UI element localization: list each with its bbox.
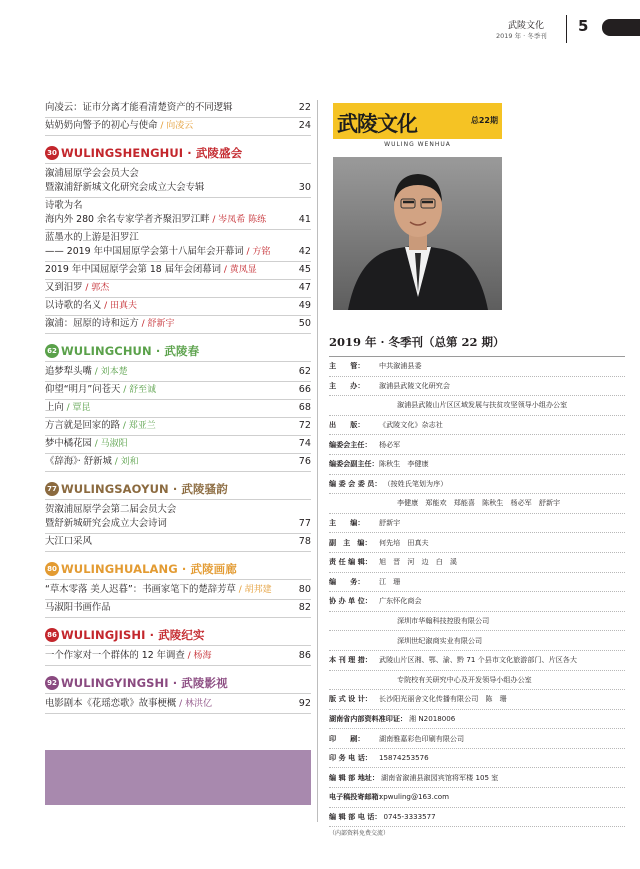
masthead-value: 旭 晋 河 边 白 溪 xyxy=(379,557,458,567)
masthead-value[interactable]: xpwuling@163.com xyxy=(379,792,449,802)
toc-entry-line: 马淑阳书画作品 xyxy=(45,602,111,613)
toc-entry-title xyxy=(45,649,287,663)
toc-entry-title xyxy=(45,419,287,433)
toc-entry[interactable] xyxy=(45,648,311,666)
masthead-row xyxy=(329,533,625,553)
toc-entry-title xyxy=(45,455,287,469)
masthead-row xyxy=(329,788,625,808)
masthead-row xyxy=(329,377,625,397)
section-title: WULINGCHUN · 武陵春 xyxy=(61,344,200,358)
toc-entry-title xyxy=(45,281,287,295)
toc-entry-page: 66 xyxy=(298,384,311,395)
toc-entry-page: 76 xyxy=(298,456,311,467)
masthead-row xyxy=(329,573,625,593)
toc-entry-title xyxy=(45,365,287,379)
section-header[interactable] xyxy=(45,479,311,500)
toc-entry-line: 又到汨罗 xyxy=(45,282,83,293)
masthead-label: 电子稿投寄邮箱： xyxy=(329,792,386,802)
masthead-label: 湖南省内部资料准印证： xyxy=(329,713,408,723)
toc-entry-author: 郭杰 xyxy=(91,283,110,293)
toc-entry-title xyxy=(45,697,287,711)
toc-entry-line: 诗歌为名 xyxy=(45,200,83,211)
masthead-value: 专院校有关研究中心及开发领导小组办公室 xyxy=(397,674,532,684)
toc-entry-line: 姑奶奶向警予的初心与使命 xyxy=(45,120,158,131)
toc-entry-author: 舒至诚 xyxy=(129,385,157,395)
masthead-label: 主 编： xyxy=(329,518,365,528)
toc-entry-author: 杨海 xyxy=(193,651,212,661)
author-separator: / xyxy=(82,283,92,293)
masthead-value: 15874253576 xyxy=(379,753,429,763)
section-header[interactable] xyxy=(45,673,311,694)
author-separator: / xyxy=(209,215,219,225)
section-header[interactable] xyxy=(45,143,311,164)
toc-entry[interactable] xyxy=(45,198,311,230)
masthead-label: 协 办 单 位： xyxy=(329,596,372,606)
masthead-row xyxy=(329,396,625,416)
toc-entry-title xyxy=(45,601,287,615)
author-separator: / xyxy=(120,385,130,395)
toc-entry-title xyxy=(45,317,287,331)
toc-entry[interactable] xyxy=(45,364,311,382)
masthead-row xyxy=(329,651,625,671)
masthead-row xyxy=(329,416,625,436)
toc-entry-line: 贺溆浦屈原学会第二届会员大会 xyxy=(45,504,177,515)
header-tab xyxy=(602,19,640,36)
toc-entry-line: 上向 xyxy=(45,402,64,413)
masthead-row xyxy=(329,514,625,534)
cover-portrait-photo xyxy=(333,157,502,310)
author-separator: / xyxy=(111,457,121,467)
toc-entry-author: 刘本楚 xyxy=(100,367,128,377)
toc-entry-title xyxy=(45,199,287,227)
section-header[interactable] xyxy=(45,625,311,646)
masthead-value: 中共溆浦县委 xyxy=(379,361,422,371)
toc-entry-line: 溆浦屈原学会会员大会 xyxy=(45,168,139,179)
toc-entry-line: 以诗歌的名义 xyxy=(45,300,102,311)
toc-entry-line: 海内外 280 余名专家学者齐聚汨罗江畔 xyxy=(45,214,210,225)
toc-entry[interactable] xyxy=(45,534,311,552)
toc-entry[interactable] xyxy=(45,118,311,136)
masthead-value: 陈秋生 李健康 xyxy=(379,459,429,469)
toc-entry-page: 45 xyxy=(298,264,311,275)
toc-entry-author: 方铭 xyxy=(252,247,271,257)
toc-entry-line: 《辞海》· 舒新城 xyxy=(45,456,112,467)
masthead-row xyxy=(329,690,625,710)
masthead-row xyxy=(329,494,625,514)
column-divider xyxy=(317,100,318,822)
toc-entry-title xyxy=(45,263,287,277)
masthead-value: 杨必军 xyxy=(379,439,401,449)
cover-issue: 总22期 xyxy=(470,116,498,125)
author-separator: / xyxy=(63,403,73,413)
masthead-row xyxy=(329,553,625,573)
masthead-label: 主 办： xyxy=(329,380,365,390)
toc-entry-page: 86 xyxy=(298,650,311,661)
section-page-badge: 86 xyxy=(45,628,59,642)
toc-entry-author: 田真夫 xyxy=(110,301,138,311)
toc-entry[interactable] xyxy=(45,100,311,118)
toc-entry-author: 刘和 xyxy=(120,457,139,467)
author-separator: / xyxy=(91,367,101,377)
toc-entry-page: 74 xyxy=(298,438,311,449)
masthead-value: 湘 N2018006 xyxy=(409,713,456,723)
toc-entry-line: 溆浦：屈原的诗和远方 xyxy=(45,318,139,329)
toc-entry-line: 追梦犁头嘴 xyxy=(45,366,92,377)
masthead-value: 湖南雅嘉彩色印刷有限公司 xyxy=(379,733,465,743)
masthead-value: 武陵山片区湘、鄂、渝、黔 71 个县市文化旅游部门、片区各大 xyxy=(379,655,577,665)
masthead-value: 舒新宇 xyxy=(379,518,401,528)
author-separator: / xyxy=(101,301,111,311)
toc-entry-title xyxy=(45,299,287,313)
masthead-label: 编 务： xyxy=(329,576,365,586)
toc-entry-author: 岑凤希 陈练 xyxy=(218,215,267,225)
toc-entry-title xyxy=(45,503,287,531)
masthead-label: 印 刷： xyxy=(329,733,365,743)
masthead-value: 长沙阳光丽舍文化传播有限公司 陈 珊 xyxy=(379,694,507,704)
toc-entry-title xyxy=(45,535,287,549)
section-page-badge: 80 xyxy=(45,562,59,576)
toc-entry-line: 梦中橘花园 xyxy=(45,438,92,449)
toc-entry-page: 42 xyxy=(298,246,311,257)
author-separator: / xyxy=(243,247,253,257)
toc-entry-line: 暨舒新城研究会成立大会诗词 xyxy=(45,518,167,529)
masthead-label: 出 版： xyxy=(329,420,365,430)
toc-entry-author: 覃昆 xyxy=(72,403,91,413)
section-page-badge: 62 xyxy=(45,344,59,358)
toc-entry-title xyxy=(45,401,287,415)
toc-entry-title xyxy=(45,101,287,115)
toc-entry-page: 30 xyxy=(298,182,311,193)
masthead-row xyxy=(329,729,625,749)
author-separator: / xyxy=(220,265,230,275)
header-issue-label: 2019 年 · 冬季刊 xyxy=(496,32,547,40)
masthead-label: 编 委 会 委 员： xyxy=(329,478,382,488)
author-separator: / xyxy=(235,585,245,595)
toc-entry[interactable] xyxy=(45,166,311,198)
cover-logo: 武陵文化 xyxy=(337,111,417,136)
toc-entry-author: 胡邦建 xyxy=(244,585,272,595)
toc-entry-author: 林洪亿 xyxy=(185,699,213,709)
toc-entry[interactable] xyxy=(45,418,311,436)
masthead-row xyxy=(329,357,625,377)
author-separator: / xyxy=(91,439,101,449)
toc-entry[interactable] xyxy=(45,280,311,298)
toc-entry[interactable] xyxy=(45,436,311,454)
masthead-label: 编委会副主任： xyxy=(329,459,379,469)
masthead-label: 主 管： xyxy=(329,361,365,371)
toc-entry[interactable] xyxy=(45,502,311,534)
toc-entry-line: 暨溆浦舒新城文化研究会成立大会专辑 xyxy=(45,182,205,193)
page-number: 5 xyxy=(578,17,589,35)
masthead-label: 印 务 电 话： xyxy=(329,753,372,763)
toc-entry[interactable] xyxy=(45,600,311,618)
masthead-value: 深圳市华翰科技控股有限公司 xyxy=(397,616,490,626)
author-separator: / xyxy=(120,421,129,431)
toc-entry-line: 2019 年中国屈原学会第 18 届年会闭幕词 xyxy=(45,264,221,275)
masthead-value: 溆浦县武陵文化研究会 xyxy=(379,380,450,390)
masthead-row xyxy=(329,808,625,828)
toc-entry-line: 一个作家对一个群体的 12 年调查 xyxy=(45,650,185,661)
masthead-row xyxy=(329,592,625,612)
masthead-label: 本 刊 理 措： xyxy=(329,655,372,665)
toc-entry-title xyxy=(45,119,287,133)
toc-entry-page: 68 xyxy=(298,402,311,413)
masthead-value: 《武陵文化》杂志社 xyxy=(379,420,443,430)
masthead-row xyxy=(329,710,625,730)
toc-entry-author: 郑亚兰 xyxy=(128,421,156,431)
masthead-row xyxy=(329,631,625,651)
masthead-label: 编 辑 部 电 话： xyxy=(329,811,382,821)
masthead-row xyxy=(329,435,625,455)
toc-entry-title xyxy=(45,231,287,259)
masthead-value: 溆浦县武陵山片区区域发展与扶贫攻坚领导小组办公室 xyxy=(397,400,568,410)
masthead-row xyxy=(329,749,625,769)
toc-entry-page: 49 xyxy=(298,300,311,311)
cover-thumbnail[interactable] xyxy=(333,103,502,310)
toc-entry[interactable] xyxy=(45,316,311,334)
toc-entry-author: 黄凤显 xyxy=(229,265,257,275)
toc-entry-page: 80 xyxy=(298,584,311,595)
toc-entry-line: —— 2019 年中国屈原学会第十八届年会开幕词 xyxy=(45,246,244,257)
toc-entry[interactable] xyxy=(45,298,311,316)
toc-entry-title xyxy=(45,167,287,195)
section-page-badge: 92 xyxy=(45,676,59,690)
masthead-row xyxy=(329,671,625,691)
toc-entry-author: 马淑阳 xyxy=(100,439,128,449)
toc-entry[interactable] xyxy=(45,454,311,472)
masthead-value: 0745-3333577 xyxy=(383,811,436,821)
author-separator: / xyxy=(184,651,194,661)
masthead-value: 李健康 郑能欢 郑能喜 陈秋生 杨必军 舒新宇 xyxy=(397,498,561,508)
masthead-row xyxy=(329,768,625,788)
masthead-label: 副 主 编： xyxy=(329,537,372,547)
toc-entry[interactable] xyxy=(45,230,311,262)
section-page-badge: 77 xyxy=(45,482,59,496)
author-separator: / xyxy=(138,319,148,329)
toc-entry-page: 47 xyxy=(298,282,311,293)
section-title: WULINGHUALANG · 武陵画廊 xyxy=(61,562,237,576)
toc-entry[interactable] xyxy=(45,696,311,714)
masthead-value: 何先培 田真夫 xyxy=(379,537,429,547)
masthead-value: 广东怀化商会 xyxy=(379,596,422,606)
decorative-color-block xyxy=(45,750,311,805)
toc-entry-title xyxy=(45,583,287,597)
header-divider xyxy=(566,15,567,43)
section-title: WULINGJISHI · 武陵纪实 xyxy=(61,628,205,642)
header-magazine-name: 武陵文化 xyxy=(508,21,545,31)
section-page-badge: 30 xyxy=(45,146,59,160)
masthead-label: 责 任 编 辑： xyxy=(329,557,372,567)
section-header[interactable] xyxy=(45,559,311,580)
masthead xyxy=(329,334,625,837)
masthead-label: 编 辑 部 地址： xyxy=(329,772,379,782)
toc-entry-author: 向凌云 xyxy=(166,121,194,131)
masthead-row xyxy=(329,475,625,495)
table-of-contents xyxy=(45,100,311,714)
masthead-value: 深圳世纪溆商实业有限公司 xyxy=(397,635,483,645)
toc-entry-line: 仰望“明月”问苍天 xyxy=(45,384,121,395)
section-title: WULINGSHENGHUI · 武陵盛会 xyxy=(61,146,243,160)
masthead-note: （内部资料免费交流） xyxy=(329,830,390,838)
toc-entry[interactable] xyxy=(45,382,311,400)
section-title: WULINGSAOYUN · 武陵骚韵 xyxy=(61,482,228,496)
toc-entry[interactable] xyxy=(45,582,311,600)
author-separator: / xyxy=(157,121,167,131)
masthead-label: 版 式 设 计： xyxy=(329,694,372,704)
toc-entry-page: 22 xyxy=(298,102,311,113)
section-title: WULINGYINGSHI · 武陵影视 xyxy=(61,676,228,690)
toc-entry-line: 大江口采风 xyxy=(45,536,92,547)
masthead-rows xyxy=(329,357,625,827)
masthead-title: 2019 年 · 冬季刊（总第 22 期） xyxy=(329,334,625,357)
toc-entry-page: 92 xyxy=(298,698,311,709)
toc-entry-page: 41 xyxy=(298,214,311,225)
toc-entry-title xyxy=(45,437,287,451)
toc-entry-page: 50 xyxy=(298,318,311,329)
masthead-value: 湖南省溆浦县溆园宾馆将军楼 105 室 xyxy=(380,772,499,782)
toc-entry[interactable] xyxy=(45,400,311,418)
toc-entry-page: 72 xyxy=(298,420,311,431)
toc-entry-page: 77 xyxy=(298,518,311,529)
masthead-value: （按姓氏笔划为序） xyxy=(383,478,448,488)
toc-entry-line: 电影剧本《花瑶恋歌》故事梗概 xyxy=(45,698,177,709)
masthead-row xyxy=(329,455,625,475)
toc-entry-line: 蓝墨水的上游是汨罗江 xyxy=(45,232,139,243)
masthead-label: 编委会主任： xyxy=(329,439,372,449)
toc-entry-line: “草木零落 美人迟暮”：书画家笔下的楚辞芳草 xyxy=(45,584,236,595)
cover-english-title: WULING WENHUA xyxy=(384,141,451,148)
toc-entry-page: 24 xyxy=(298,120,311,131)
toc-entry-page: 82 xyxy=(298,602,311,613)
toc-entry-title xyxy=(45,383,287,397)
masthead-row xyxy=(329,612,625,632)
toc-entry-line: 向凌云：证市分离才能看清楚资产的不同逻辑 xyxy=(45,102,233,113)
masthead-value: 江 珊 xyxy=(379,576,401,586)
toc-entry-line: 方言就是回家的路 xyxy=(45,420,121,431)
toc-entry-page: 62 xyxy=(298,366,311,377)
toc-entry-author: 舒新宇 xyxy=(147,319,175,329)
toc-entry[interactable] xyxy=(45,262,311,280)
toc-entry-page: 78 xyxy=(298,536,311,547)
author-separator: / xyxy=(176,699,186,709)
section-header[interactable] xyxy=(45,341,311,362)
